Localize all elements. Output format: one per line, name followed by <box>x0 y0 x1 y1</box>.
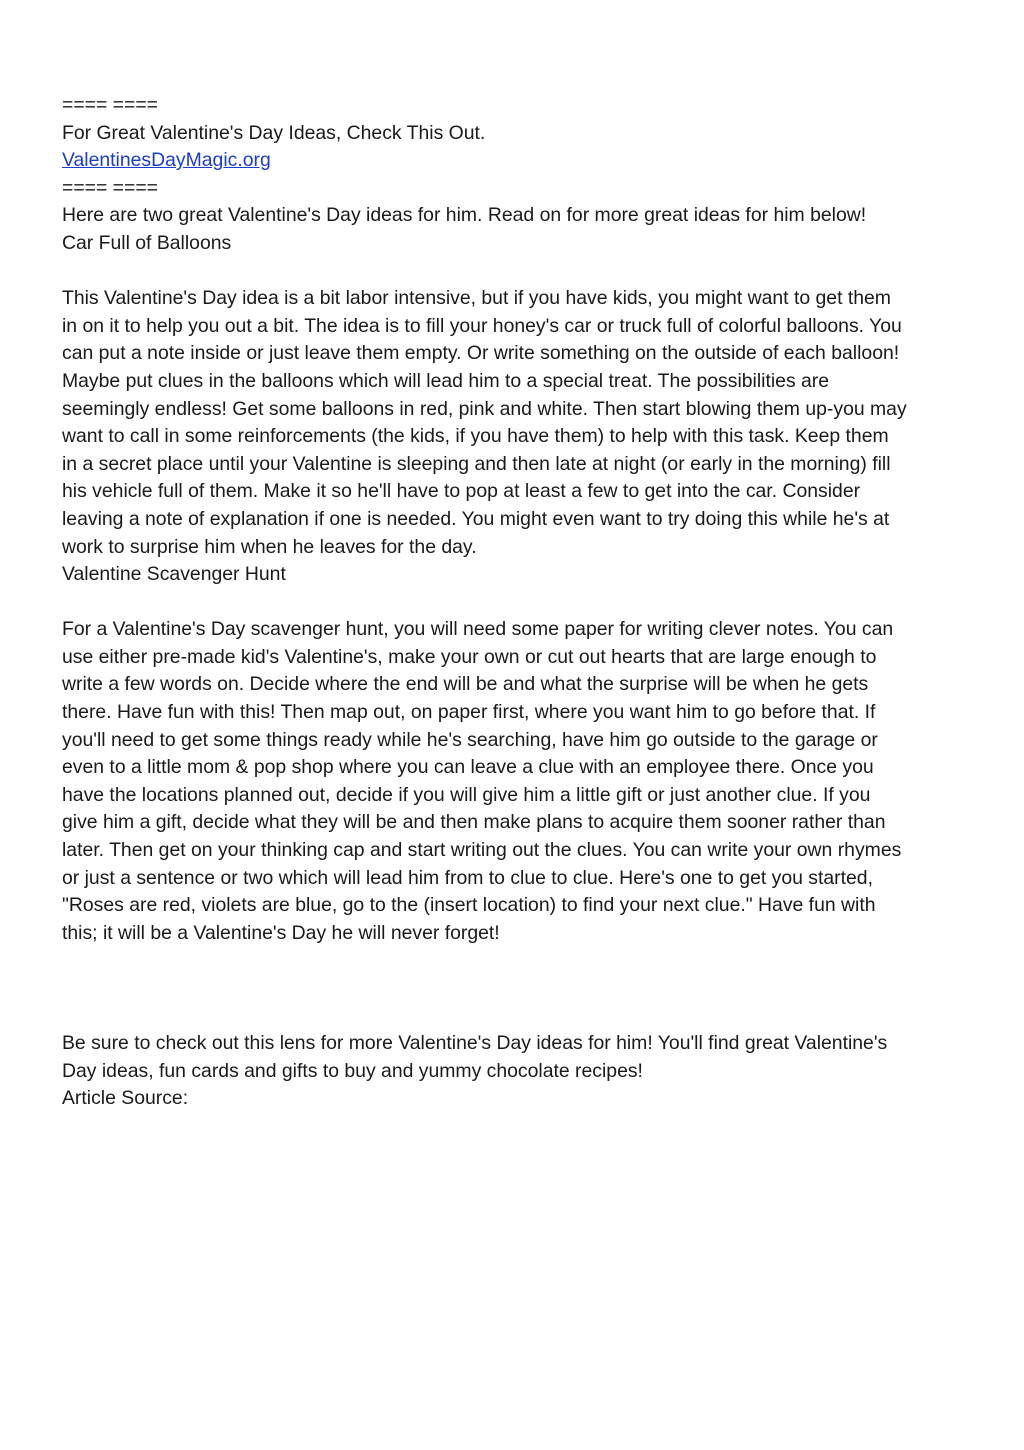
section-title-balloons: Car Full of Balloons <box>62 231 232 254</box>
paragraph-line: work to surprise him when he leaves for the day. <box>62 535 477 558</box>
closing-paragraph <box>62 1030 967 1085</box>
paragraph-line: in a secret place until your Valentine is sleeping and then late at night (or early in the morning) fill <box>62 452 891 475</box>
paragraph-line: give him a gift, decide what they will be and then make plans to acquire them sooner rather than <box>62 811 886 834</box>
paragraph-line: there. Have fun with this! Then map out, on paper first, where you want him to go before that. If <box>62 701 876 724</box>
paragraph-line: Day ideas, fun cards and gifts to buy and yummy chocolate recipes! <box>62 1059 643 1082</box>
paragraph-line: later. Then get on your thinking cap and start writing out the clues. You can write your own rhymes <box>62 839 902 862</box>
paragraph-line: seemingly endless! Get some balloons in red, pink and white. Then start blowing them up-you may <box>62 397 907 420</box>
document-page <box>62 92 967 1113</box>
paragraph-line: use either pre-made kid's Valentine's, make your own or cut out hearts that are large enough to <box>62 645 877 668</box>
paragraph-line: can put a note inside or just leave them empty. Or write something on the outside of each balloon! <box>62 342 900 365</box>
paragraph-line: this; it will be a Valentine's Day he will never forget! <box>62 921 500 944</box>
paragraph-line: want to call in some reinforcements (the kids, if you have them) to help with this task. Keep them <box>62 425 889 448</box>
article-source-label: Article Source: <box>62 1087 189 1110</box>
paragraph-line: even to a little mom & pop shop where you can leave a clue with an employee there. Once you <box>62 756 874 779</box>
promo-link[interactable]: ValentinesDayMagic.org <box>62 149 271 172</box>
separator-top: ==== ==== <box>62 94 158 116</box>
promo-text: For Great Valentine's Day Ideas, Check This Out. <box>62 121 486 144</box>
paragraph-line: leaving a note of explanation if one is needed. You might even want to try doing this while he's at <box>62 507 890 530</box>
paragraph-line: or just a sentence or two which will lead him from to clue to clue. Here's one to get you started, <box>62 866 873 889</box>
paragraph-line: Be sure to check out this lens for more Valentine's Day ideas for him! You'll find great Valentine's <box>62 1032 888 1055</box>
paragraph-line: you'll need to get some things ready while he's searching, have him go outside to the garage or <box>62 728 878 751</box>
paragraph-line: in on it to help you out a bit. The idea is to fill your honey's car or truck full of colorful balloons. You <box>62 314 902 337</box>
paragraph-line: "Roses are red, violets are blue, go to the (insert location) to find your next clue." Have fun with <box>62 894 876 917</box>
intro-paragraph: Here are two great Valentine's Day ideas for him. Read on for more great ideas for him below! <box>62 204 867 227</box>
paragraph-scavenger-hunt <box>62 616 967 947</box>
paragraph-line: his vehicle full of them. Make it so he'll have to pop at least a few to get into the car. Consider <box>62 480 861 503</box>
paragraph-balloons <box>62 285 967 561</box>
paragraph-line: For a Valentine's Day scavenger hunt, you will need some paper for writing clever notes. You can <box>62 618 894 641</box>
paragraph-line: write a few words on. Decide where the end will be and what the surprise will be when he gets <box>62 673 869 696</box>
separator-bottom: ==== ==== <box>62 176 158 199</box>
paragraph-line: This Valentine's Day idea is a bit labor intensive, but if you have kids, you might want to get them <box>62 287 891 310</box>
section-title-scavenger-hunt: Valentine Scavenger Hunt <box>62 563 286 586</box>
paragraph-line: have the locations planned out, decide if you will give him a little gift or just another clue. If you <box>62 783 871 806</box>
paragraph-line: Maybe put clues in the balloons which will lead him to a special treat. The possibilities are <box>62 369 830 392</box>
